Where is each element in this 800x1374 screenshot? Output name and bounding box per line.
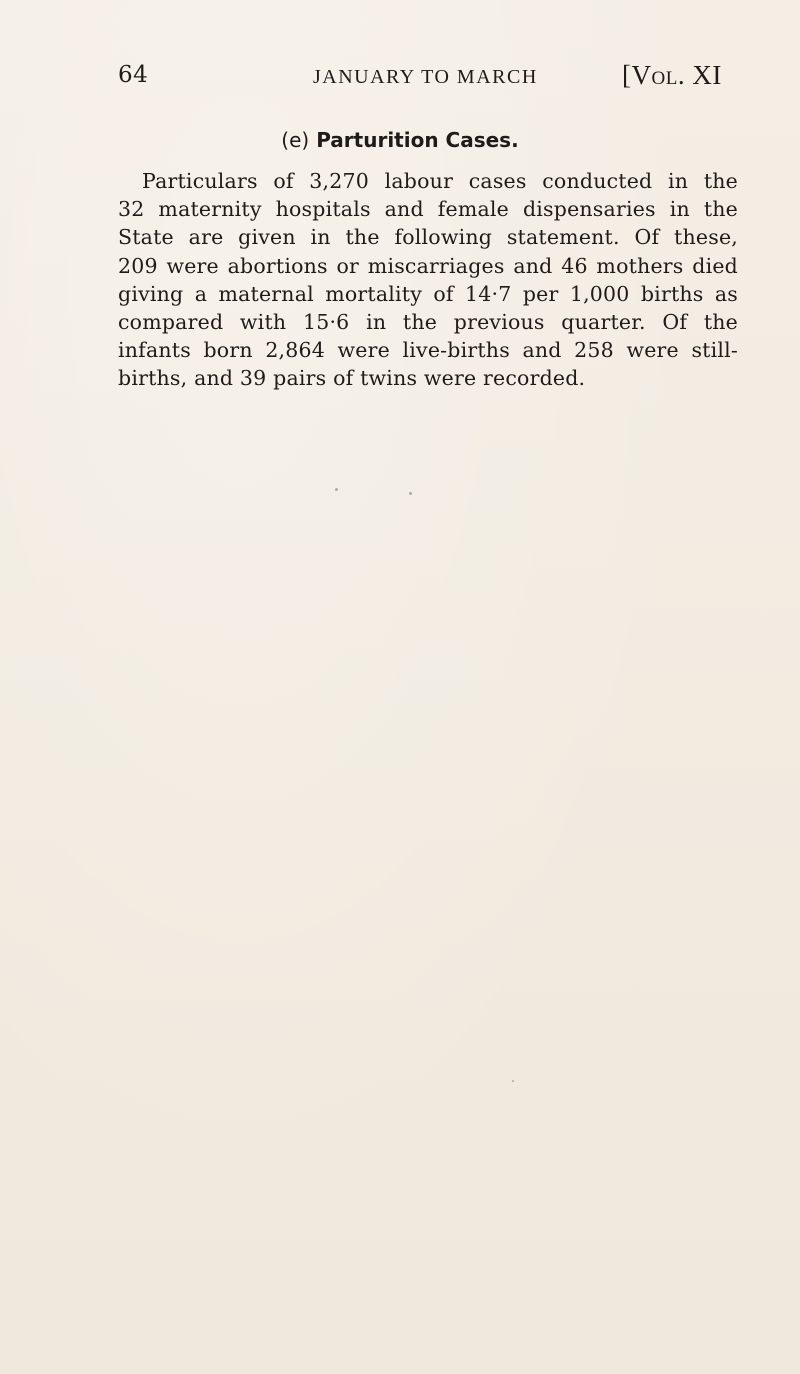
body-paragraph <box>118 167 738 393</box>
paragraph-line: State are given in the following statement. Of these, <box>118 225 738 250</box>
running-header <box>0 62 800 102</box>
paragraph-line: compared with 15·6 in the previous quarter. Of the <box>118 310 738 335</box>
paragraph-line: Particulars of 3,270 labour cases conducted in the <box>142 169 738 193</box>
paragraph-line: 32 maternity hospitals and female dispensaries in the <box>118 197 738 222</box>
volume-label: [Vol. XI <box>622 60 722 90</box>
paragraph-line: births, and 39 pairs of twins were recorded. <box>118 366 586 391</box>
paragraph-line: 209 were abortions or miscarriages and 46 mothers died <box>118 253 738 278</box>
page-number: 64 <box>118 62 149 88</box>
section-heading <box>0 128 800 152</box>
section-title: Parturition Cases. <box>316 128 519 152</box>
section-marker: (e) <box>281 128 310 152</box>
paper-speck <box>512 1080 514 1082</box>
running-title: JANUARY TO MARCH <box>313 66 538 88</box>
paragraph-line: infants born 2,864 were live-births and 258 were still- <box>118 338 738 363</box>
paper-speck <box>335 488 338 491</box>
paper-speck <box>409 492 412 495</box>
paragraph-line: giving a maternal mortality of 14·7 per 1,000 births as <box>118 281 738 306</box>
